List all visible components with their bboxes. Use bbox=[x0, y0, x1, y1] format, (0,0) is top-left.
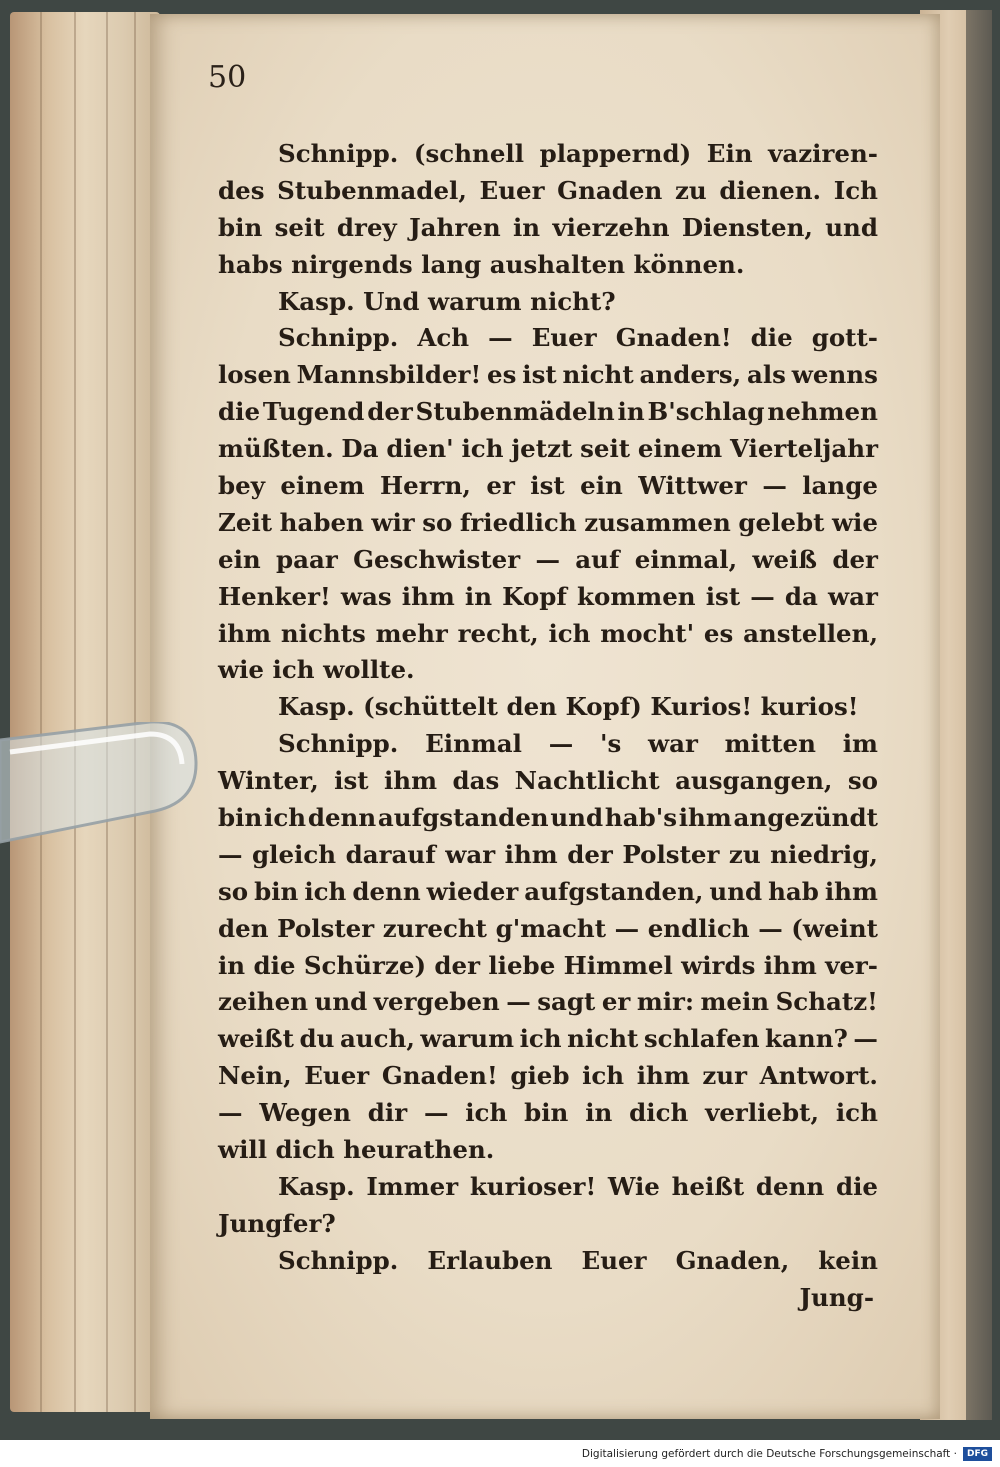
word: es bbox=[487, 360, 517, 390]
word: Tugend bbox=[262, 397, 365, 427]
word: aufgstanden bbox=[377, 803, 549, 833]
word: die bbox=[750, 323, 793, 353]
word: einmal, bbox=[634, 544, 738, 574]
book-page bbox=[150, 14, 940, 1419]
book-page-edges-left bbox=[10, 12, 160, 1412]
word: ich bbox=[465, 1098, 508, 1128]
word: du bbox=[299, 1024, 335, 1054]
word: Schatz! bbox=[775, 987, 878, 1017]
word: denn bbox=[307, 803, 377, 833]
word: Wittwer bbox=[638, 471, 747, 501]
text-line bbox=[218, 800, 878, 837]
word: liebe bbox=[488, 950, 556, 980]
word: Schnipp. bbox=[278, 729, 399, 759]
word: des bbox=[218, 175, 265, 205]
word: ihm bbox=[763, 950, 817, 980]
word: — bbox=[853, 1024, 878, 1054]
word: so bbox=[422, 507, 453, 537]
word: Polster bbox=[622, 839, 720, 869]
word: — bbox=[614, 913, 640, 943]
word: 's bbox=[600, 729, 622, 759]
word: — bbox=[750, 581, 775, 611]
text-line bbox=[218, 1095, 878, 1132]
word: den bbox=[218, 913, 269, 943]
word: nicht bbox=[567, 1024, 639, 1054]
word: Einmal bbox=[425, 729, 522, 759]
word: Ein bbox=[706, 139, 753, 168]
word: anstellen, bbox=[743, 618, 878, 648]
word: mitten bbox=[724, 729, 816, 759]
word: wenns bbox=[791, 360, 878, 390]
word: anders, bbox=[639, 360, 742, 390]
word: denn bbox=[755, 1171, 825, 1201]
text-line bbox=[218, 948, 878, 985]
word: seit bbox=[274, 212, 325, 242]
word: Wie bbox=[607, 1171, 660, 1201]
text-line bbox=[218, 210, 878, 247]
word: mocht' bbox=[600, 618, 695, 648]
text-line bbox=[218, 173, 878, 210]
word: drey bbox=[336, 212, 397, 242]
text-line bbox=[218, 874, 878, 911]
word: Geschwister bbox=[353, 544, 521, 574]
word: — bbox=[535, 544, 560, 574]
word: ist bbox=[522, 360, 557, 390]
word: Stubenmädeln bbox=[415, 397, 615, 427]
word: nichts bbox=[280, 618, 366, 648]
word: dir bbox=[367, 1098, 408, 1128]
word: und bbox=[550, 803, 604, 833]
word: in bbox=[585, 1098, 613, 1128]
text-line bbox=[218, 542, 878, 579]
word: Euer bbox=[304, 1061, 370, 1091]
word: Gnaden bbox=[557, 175, 663, 205]
word: — bbox=[506, 987, 531, 1017]
word: ausgangen, bbox=[675, 766, 833, 796]
word: ich bbox=[304, 876, 347, 906]
credit-text: Digitalisierung gefördert durch die Deutsche Forschungsgemeinschaft · bbox=[581, 1447, 957, 1460]
word: zu bbox=[674, 175, 707, 205]
word: wieder bbox=[426, 876, 519, 906]
word: Euer bbox=[479, 175, 545, 205]
word: — bbox=[218, 1098, 243, 1128]
word: nicht bbox=[562, 360, 634, 390]
word: weißt bbox=[218, 1024, 294, 1054]
catchword: Jung- bbox=[799, 1282, 874, 1312]
word: und bbox=[825, 212, 878, 242]
text-line: Kasp. (schüttelt den Kopf) Kurios! kurios! bbox=[278, 692, 859, 722]
word: der bbox=[434, 950, 481, 980]
word: Da bbox=[341, 434, 379, 464]
word: ein bbox=[218, 544, 261, 574]
word: was bbox=[340, 581, 392, 611]
word: er bbox=[601, 987, 631, 1017]
text-line: Jungfer? bbox=[218, 1208, 336, 1238]
word: Polster bbox=[277, 913, 375, 943]
text-line bbox=[218, 984, 878, 1021]
word: Gnaden! bbox=[381, 1061, 498, 1091]
word: weiß bbox=[752, 544, 818, 574]
word: hab bbox=[768, 876, 819, 906]
word: gelebt bbox=[738, 507, 825, 537]
text-line bbox=[218, 136, 878, 173]
word: hab's bbox=[604, 803, 677, 833]
word: mir: bbox=[636, 987, 694, 1017]
text-line bbox=[218, 837, 878, 874]
word: ihm bbox=[401, 581, 455, 611]
word: bey bbox=[218, 471, 265, 501]
word: dien' bbox=[386, 434, 454, 464]
word: Immer bbox=[366, 1171, 459, 1201]
word: in bbox=[464, 581, 493, 611]
word: jetzt bbox=[511, 434, 573, 464]
word: zeihen bbox=[218, 987, 309, 1017]
word: Mannsbilder! bbox=[296, 360, 482, 390]
word: war bbox=[648, 729, 698, 759]
word: recht, bbox=[457, 618, 539, 648]
word: ihm bbox=[824, 876, 878, 906]
word: der bbox=[832, 544, 878, 574]
word: Erlauben bbox=[427, 1245, 553, 1275]
text-line bbox=[218, 468, 878, 505]
word: B'schlag bbox=[647, 397, 765, 427]
text-line bbox=[218, 357, 878, 394]
word: das bbox=[452, 766, 500, 796]
word: in bbox=[218, 950, 246, 980]
word: ihm bbox=[218, 618, 272, 648]
text-line bbox=[218, 394, 878, 431]
word: vaziren- bbox=[768, 139, 878, 168]
word: Schnipp. bbox=[278, 1245, 399, 1275]
word: im bbox=[842, 729, 878, 759]
page-text bbox=[218, 136, 878, 1317]
word: die bbox=[218, 397, 261, 427]
word: so bbox=[847, 766, 878, 796]
word: kein bbox=[818, 1245, 878, 1275]
word: vierzehn bbox=[552, 212, 670, 242]
book-cover-edge bbox=[966, 10, 992, 1420]
word: (schnell bbox=[413, 139, 525, 168]
word: Stubenmadel, bbox=[277, 175, 467, 205]
word: endlich bbox=[647, 913, 750, 943]
word: darauf bbox=[345, 839, 436, 869]
word: Schnipp. bbox=[278, 323, 399, 353]
word: und bbox=[314, 987, 368, 1017]
word: bin bbox=[254, 876, 299, 906]
transparent-page-clip bbox=[0, 722, 200, 862]
word: ich bbox=[264, 803, 307, 833]
word: lange bbox=[802, 471, 878, 501]
word: Nein, bbox=[218, 1061, 292, 1091]
word: plappernd) bbox=[539, 139, 692, 168]
word: ich bbox=[835, 1098, 878, 1128]
word: ich bbox=[519, 1024, 562, 1054]
word: Schnipp. bbox=[278, 139, 399, 168]
word: Vierteljahr bbox=[729, 434, 878, 464]
word: in bbox=[617, 397, 645, 427]
word: zurecht bbox=[382, 913, 487, 943]
digitization-credit bbox=[0, 1440, 1000, 1467]
word: Himmel bbox=[563, 950, 673, 980]
word: einem bbox=[280, 471, 365, 501]
word: nehmen bbox=[767, 397, 878, 427]
word: ist bbox=[530, 471, 565, 501]
word: mehr bbox=[375, 618, 448, 648]
text-line bbox=[218, 1169, 878, 1206]
word: ich bbox=[582, 1061, 625, 1091]
word: dich bbox=[629, 1098, 689, 1128]
text-line bbox=[218, 505, 878, 542]
text-line bbox=[218, 1058, 878, 1095]
word: Jahren bbox=[409, 212, 501, 242]
word: mein bbox=[700, 987, 770, 1017]
word: die bbox=[253, 950, 296, 980]
word: — bbox=[758, 913, 783, 943]
text-line bbox=[218, 320, 878, 357]
word: (weint bbox=[791, 913, 878, 943]
word: gleich bbox=[252, 839, 337, 869]
word: Zeit bbox=[218, 507, 273, 537]
word: Gnaden! bbox=[615, 323, 732, 353]
word: heißt bbox=[671, 1171, 745, 1201]
word: auf bbox=[575, 544, 620, 574]
text-line: wie ich wollte. bbox=[218, 655, 415, 685]
word: seit bbox=[580, 434, 631, 464]
word: Gnaden, bbox=[675, 1245, 790, 1275]
word: losen bbox=[218, 360, 291, 390]
word: Kopf bbox=[502, 581, 567, 611]
word: ihm bbox=[504, 839, 558, 869]
word: dienen. bbox=[719, 175, 822, 205]
text-line: Kasp. Und warum nicht? bbox=[278, 286, 616, 316]
word: warum bbox=[420, 1024, 515, 1054]
word: denn bbox=[352, 876, 421, 906]
word: war bbox=[828, 581, 878, 611]
word: verliebt, bbox=[705, 1098, 820, 1128]
word: müßten. bbox=[218, 434, 334, 464]
word: zur bbox=[702, 1061, 747, 1091]
word: zusammen bbox=[584, 507, 731, 537]
word: kurioser! bbox=[469, 1171, 597, 1201]
word: friedlich bbox=[459, 507, 577, 537]
word: Henker! bbox=[218, 581, 331, 611]
word: Ach bbox=[417, 323, 470, 353]
text-line: will dich heurathen. bbox=[218, 1135, 495, 1165]
word: als bbox=[746, 360, 786, 390]
word: es bbox=[703, 618, 734, 648]
word: gieb bbox=[510, 1061, 570, 1091]
word: sagt bbox=[537, 987, 596, 1017]
word: ich bbox=[548, 618, 591, 648]
word: — bbox=[488, 323, 513, 353]
word: vergeben bbox=[373, 987, 500, 1017]
text-line bbox=[218, 616, 878, 653]
word: die bbox=[835, 1171, 878, 1201]
word: ver- bbox=[825, 950, 878, 980]
word: Diensten, bbox=[681, 212, 813, 242]
word: gott- bbox=[811, 323, 878, 353]
word: aufgstanden, bbox=[524, 876, 704, 906]
word: so bbox=[218, 876, 249, 906]
word: niedrig, bbox=[770, 839, 878, 869]
word: schlafen bbox=[643, 1024, 760, 1054]
word: einem bbox=[637, 434, 723, 464]
word: Wegen bbox=[259, 1098, 351, 1128]
word: er bbox=[486, 471, 515, 501]
word: Euer bbox=[531, 323, 597, 353]
word: der bbox=[567, 839, 613, 869]
word: bin bbox=[524, 1098, 569, 1128]
dfg-logo: DFG bbox=[963, 1447, 992, 1461]
word: Winter, bbox=[218, 766, 319, 796]
word: in bbox=[513, 212, 541, 242]
word: wie bbox=[831, 507, 878, 537]
word: Nachtlicht bbox=[514, 766, 660, 796]
word: Schürze) bbox=[303, 950, 427, 980]
text-line bbox=[218, 1243, 878, 1280]
text-line bbox=[218, 911, 878, 948]
word: kann? bbox=[765, 1024, 848, 1054]
word: — bbox=[762, 471, 787, 501]
word: auch, bbox=[339, 1024, 415, 1054]
word: g'macht bbox=[495, 913, 607, 943]
word: war bbox=[445, 839, 496, 869]
word: ist bbox=[334, 766, 369, 796]
text-line bbox=[218, 431, 878, 468]
word: Kasp. bbox=[278, 1171, 355, 1201]
word: — bbox=[423, 1098, 449, 1128]
word: Euer bbox=[581, 1245, 647, 1275]
word: paar bbox=[276, 544, 338, 574]
text-line bbox=[218, 726, 878, 763]
word: wirds bbox=[681, 950, 756, 980]
word: ich bbox=[461, 434, 504, 464]
word: zu bbox=[728, 839, 761, 869]
word: der bbox=[367, 397, 413, 427]
word: Herrn, bbox=[380, 471, 471, 501]
word: bin bbox=[218, 212, 263, 242]
word: ist bbox=[705, 581, 741, 611]
word: ihm bbox=[678, 803, 732, 833]
word: ihm bbox=[636, 1061, 690, 1091]
word: da bbox=[784, 581, 818, 611]
text-line bbox=[218, 579, 878, 616]
word: Antwort. bbox=[759, 1061, 878, 1091]
text-line: habs nirgends lang aushalten können. bbox=[218, 249, 745, 279]
word: ihm bbox=[384, 766, 438, 796]
word: bin bbox=[218, 803, 263, 833]
page-number: 50 bbox=[208, 60, 247, 95]
word: wir bbox=[371, 507, 415, 537]
word: kommen bbox=[577, 581, 696, 611]
word: Ich bbox=[833, 175, 878, 205]
word: haben bbox=[279, 507, 364, 537]
text-line bbox=[218, 1021, 878, 1058]
word: und bbox=[709, 876, 763, 906]
word: ein bbox=[580, 471, 623, 501]
word: — bbox=[548, 729, 574, 759]
word: angezündt bbox=[733, 803, 878, 833]
word: — bbox=[218, 839, 243, 869]
text-line bbox=[218, 763, 878, 800]
